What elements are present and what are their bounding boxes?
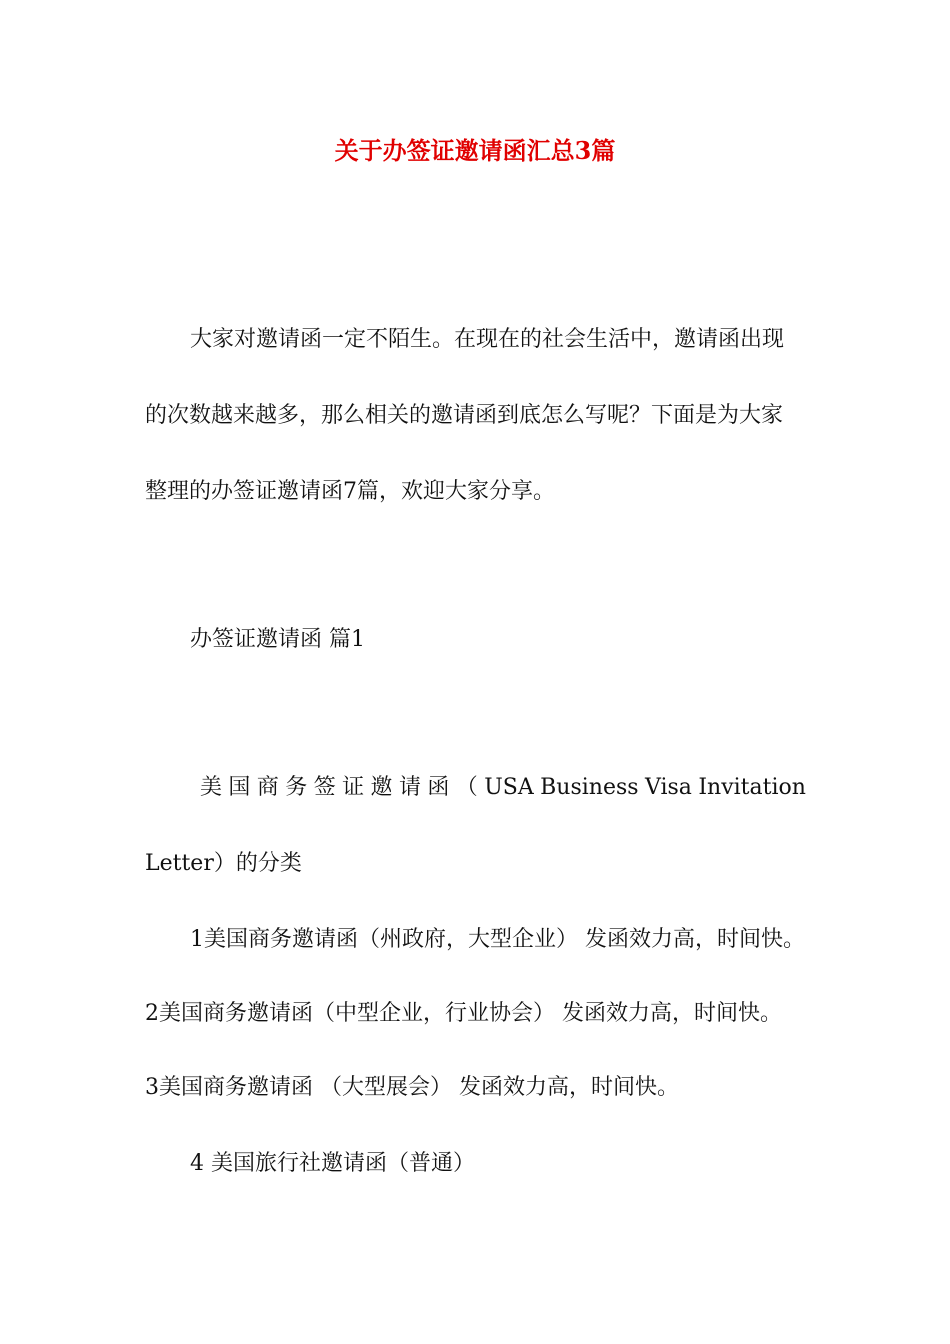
word: USA (484, 775, 534, 800)
list-item-1: 1美国商务邀请函（州政府，大型企业） 发函效力高，时间快。 (190, 927, 805, 952)
word: Visa (644, 775, 692, 800)
word: Business (540, 775, 639, 800)
word: 国 (228, 775, 251, 800)
intro-line-1: 大家对邀请函一定不陌生。在现在的社会生活中，邀请函出现 (190, 327, 785, 352)
word: 邀 (370, 775, 393, 800)
section1-para1-line1 (200, 773, 806, 803)
word: 请 (398, 775, 421, 800)
word: 美 (200, 775, 223, 800)
list-item-3: 3美国商务邀请函 （大型展会） 发函效力高，时间快。 (145, 1075, 679, 1100)
word: 务 (285, 775, 308, 800)
intro-line-2: 的次数越来越多，那么相关的邀请函到底怎么写呢？下面是为大家 (145, 403, 784, 428)
word: 函 (427, 775, 450, 800)
list-item-2: 2美国商务邀请函（中型企业，行业协会） 发函效力高，时间快。 (145, 1001, 782, 1026)
word: 签 (313, 775, 336, 800)
word: （ (455, 775, 478, 800)
section1-para1-line2: Letter）的分类 (145, 851, 302, 876)
word: 证 (342, 775, 365, 800)
document-title: 关于办签证邀请函汇总3篇 (334, 136, 616, 165)
section-heading-1: 办签证邀请函 篇1 (190, 627, 365, 652)
intro-line-3: 整理的办签证邀请函7篇，欢迎大家分享。 (145, 479, 555, 504)
word: 商 (256, 775, 279, 800)
word: Invitation (698, 775, 806, 800)
list-item-4: 4 美国旅行社邀请函（普通） (190, 1151, 475, 1176)
